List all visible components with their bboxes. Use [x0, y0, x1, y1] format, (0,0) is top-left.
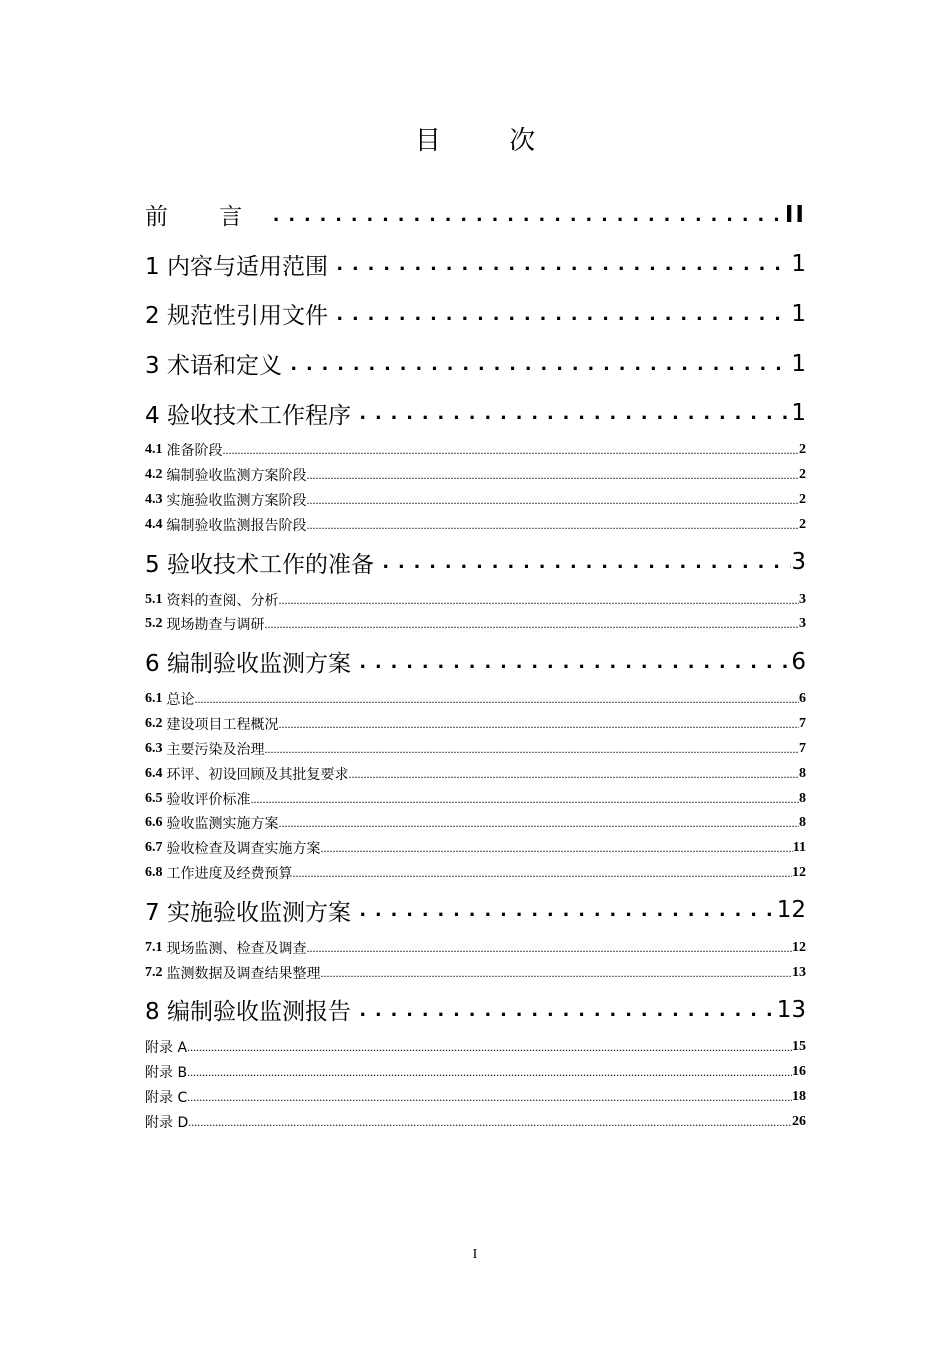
- toc-entry-number: 4.1: [145, 442, 163, 458]
- toc-entry-number: 6.7: [145, 840, 163, 856]
- dot-leader: [265, 616, 800, 632]
- toc-entry-section-6[interactable]: [145, 637, 806, 687]
- toc-entry-section-8[interactable]: [145, 985, 806, 1035]
- toc-entry-appendix-c[interactable]: [145, 1084, 806, 1109]
- toc-entry-page: 1: [791, 251, 806, 278]
- dot-leader: [279, 592, 800, 608]
- toc-entry-number: 6.4: [145, 765, 163, 781]
- toc-entry-number: 6.5: [145, 790, 163, 806]
- toc-entry-label: 验收评价标准: [166, 791, 251, 808]
- toc-entry-page: 3: [791, 549, 806, 576]
- dot-leader: [187, 1064, 792, 1080]
- dot-leader: [223, 442, 800, 458]
- toc-entry-appendix-d[interactable]: [145, 1109, 806, 1134]
- toc-entry-6-8[interactable]: [145, 861, 806, 886]
- toc-entry-label: 7 实施验收监测方案: [145, 899, 351, 926]
- toc-entry-page: 12: [792, 865, 806, 881]
- toc-entry-page: 2: [799, 467, 806, 483]
- toc-entry-page: 2: [799, 517, 806, 533]
- toc-entry-preface[interactable]: [145, 190, 806, 240]
- page-number-footer: I: [472, 1247, 478, 1262]
- toc-entry-label: 编制验收监测报告阶段: [166, 518, 307, 535]
- toc-entry-page: 6: [799, 690, 806, 706]
- toc-entry-number: 6.6: [145, 815, 163, 831]
- dot-leader: [321, 965, 793, 981]
- toc-entry-page: 15: [792, 1039, 806, 1055]
- toc-entry-label: 附录 A: [145, 1040, 188, 1057]
- toc-entry-4-1[interactable]: [145, 438, 806, 463]
- toc-entry-page: 1: [791, 400, 806, 427]
- toc-entry-label: 资料的查阅、分析: [166, 592, 279, 609]
- dot-leader: [264, 200, 785, 230]
- dot-leader: [187, 1039, 792, 1055]
- toc-entry-label: 工作进度及经费预算: [166, 866, 293, 883]
- toc-entry-label: 2 规范性引用文件: [145, 303, 328, 330]
- toc-entry-number: 6.2: [145, 715, 163, 731]
- toc-entry-page: II: [784, 201, 806, 228]
- toc-entry-page: 18: [792, 1088, 806, 1104]
- dot-leader: [321, 840, 793, 856]
- dot-leader: [188, 1114, 792, 1130]
- toc-entry-5-1[interactable]: [145, 587, 806, 612]
- dot-leader: [279, 716, 800, 732]
- toc-entry-page: 8: [799, 790, 806, 806]
- toc-entry-number: 6.3: [145, 740, 163, 756]
- toc-entry-page: 26: [792, 1113, 806, 1129]
- toc-entry-number: 6.8: [145, 865, 163, 881]
- toc-entry-number: 7.1: [145, 939, 163, 955]
- toc-entry-6-2[interactable]: [145, 711, 806, 736]
- toc-entry-6-5[interactable]: [145, 786, 806, 811]
- dot-leader: [265, 741, 800, 757]
- toc-entry-section-5[interactable]: [145, 538, 806, 588]
- toc-entry-label: 6 编制验收监测方案: [145, 651, 351, 678]
- dot-leader: [307, 517, 800, 533]
- toc-entry-number: 4.4: [145, 517, 163, 533]
- dot-leader: [351, 398, 791, 428]
- toc-entry-section-3[interactable]: [145, 339, 806, 389]
- toc-entry-page: 11: [792, 840, 806, 856]
- toc-entry-4-3[interactable]: [145, 488, 806, 513]
- toc-title: 目 次: [414, 126, 566, 156]
- toc-entry-label: 1 内容与适用范围: [145, 253, 328, 280]
- table-of-contents: [145, 190, 806, 1134]
- toc-entry-label: 验收检查及调查实施方案: [166, 841, 321, 858]
- toc-entry-label: 8 编制验收监测报告: [145, 999, 351, 1026]
- toc-entry-7-1[interactable]: [145, 935, 806, 960]
- toc-entry-label: 环评、初设回顾及其批复要求: [166, 766, 349, 783]
- dot-leader: [307, 492, 800, 508]
- toc-entry-page: 8: [799, 815, 806, 831]
- toc-entry-6-3[interactable]: [145, 736, 806, 761]
- toc-entry-page: 1: [791, 300, 806, 327]
- toc-entry-section-2[interactable]: [145, 289, 806, 339]
- toc-entry-label: 附录 C: [145, 1089, 188, 1106]
- toc-entry-page: 16: [792, 1063, 806, 1079]
- dot-leader: [279, 815, 800, 831]
- toc-entry-label: 实施验收监测方案阶段: [166, 493, 307, 510]
- toc-entry-appendix-b[interactable]: [145, 1059, 806, 1084]
- toc-entry-page: 12: [776, 897, 806, 924]
- dot-leader: [282, 349, 791, 379]
- toc-entry-page: 7: [799, 715, 806, 731]
- toc-entry-page: 13: [792, 964, 806, 980]
- toc-entry-label: 总论: [166, 691, 195, 708]
- toc-entry-4-2[interactable]: [145, 463, 806, 488]
- toc-entry-page: 8: [799, 765, 806, 781]
- toc-entry-label: 现场监测、检查及调查: [166, 940, 307, 957]
- dot-leader: [349, 766, 800, 782]
- toc-entry-label: 附录 D: [145, 1114, 189, 1131]
- toc-entry-6-6[interactable]: [145, 811, 806, 836]
- toc-entry-label: 验收监测实施方案: [166, 816, 279, 833]
- toc-entry-6-7[interactable]: [145, 836, 806, 861]
- dot-leader: [351, 995, 777, 1025]
- dot-leader: [328, 299, 791, 329]
- toc-entry-label: 准备阶段: [166, 443, 223, 460]
- dot-leader: [195, 691, 800, 707]
- dot-leader: [307, 467, 800, 483]
- toc-entry-page: 6: [791, 648, 806, 675]
- toc-entry-page: 3: [799, 616, 806, 632]
- toc-entry-5-2[interactable]: [145, 612, 806, 637]
- toc-entry-label: 主要污染及治理: [166, 741, 265, 758]
- toc-entry-label: 3 术语和定义: [145, 353, 282, 380]
- dot-leader: [307, 940, 793, 956]
- toc-entry-number: 5.2: [145, 616, 163, 632]
- toc-entry-page: 13: [776, 996, 806, 1023]
- toc-entry-page: 3: [799, 591, 806, 607]
- toc-entry-number: 4.3: [145, 492, 163, 508]
- toc-entry-page: 1: [791, 350, 806, 377]
- toc-entry-section-1[interactable]: [145, 240, 806, 290]
- toc-entry-page: 2: [799, 492, 806, 508]
- toc-entry-4-4[interactable]: [145, 513, 806, 538]
- toc-entry-appendix-a[interactable]: [145, 1035, 806, 1060]
- toc-entry-page: 2: [799, 442, 806, 458]
- dot-leader: [187, 1089, 792, 1105]
- dot-leader: [374, 547, 791, 577]
- toc-entry-label: 5 验收技术工作的准备: [145, 551, 374, 578]
- toc-entry-label: 建设项目工程概况: [166, 716, 279, 733]
- toc-entry-number: 6.1: [145, 690, 163, 706]
- toc-entry-number: 7.2: [145, 964, 163, 980]
- toc-entry-6-4[interactable]: [145, 761, 806, 786]
- toc-entry-label: 4 验收技术工作程序: [145, 402, 351, 429]
- toc-entry-label: 监测数据及调查结果整理: [166, 965, 321, 982]
- toc-entry-page: 12: [792, 939, 806, 955]
- toc-entry-label: 前 言: [145, 204, 265, 231]
- dot-leader: [251, 791, 800, 807]
- toc-entry-number: 4.2: [145, 467, 163, 483]
- dot-leader: [328, 249, 791, 279]
- toc-entry-label: 现场勘查与调研: [166, 617, 265, 634]
- toc-entry-7-2[interactable]: [145, 960, 806, 985]
- dot-leader: [293, 865, 793, 881]
- toc-entry-6-1[interactable]: [145, 687, 806, 712]
- toc-entry-page: 7: [799, 740, 806, 756]
- toc-entry-section-7[interactable]: [145, 886, 806, 936]
- dot-leader: [351, 895, 777, 925]
- toc-entry-label: 附录 B: [145, 1064, 188, 1081]
- toc-entry-number: 5.1: [145, 591, 163, 607]
- dot-leader: [351, 647, 791, 677]
- toc-entry-section-4[interactable]: [145, 388, 806, 438]
- toc-entry-label: 编制验收监测方案阶段: [166, 468, 307, 485]
